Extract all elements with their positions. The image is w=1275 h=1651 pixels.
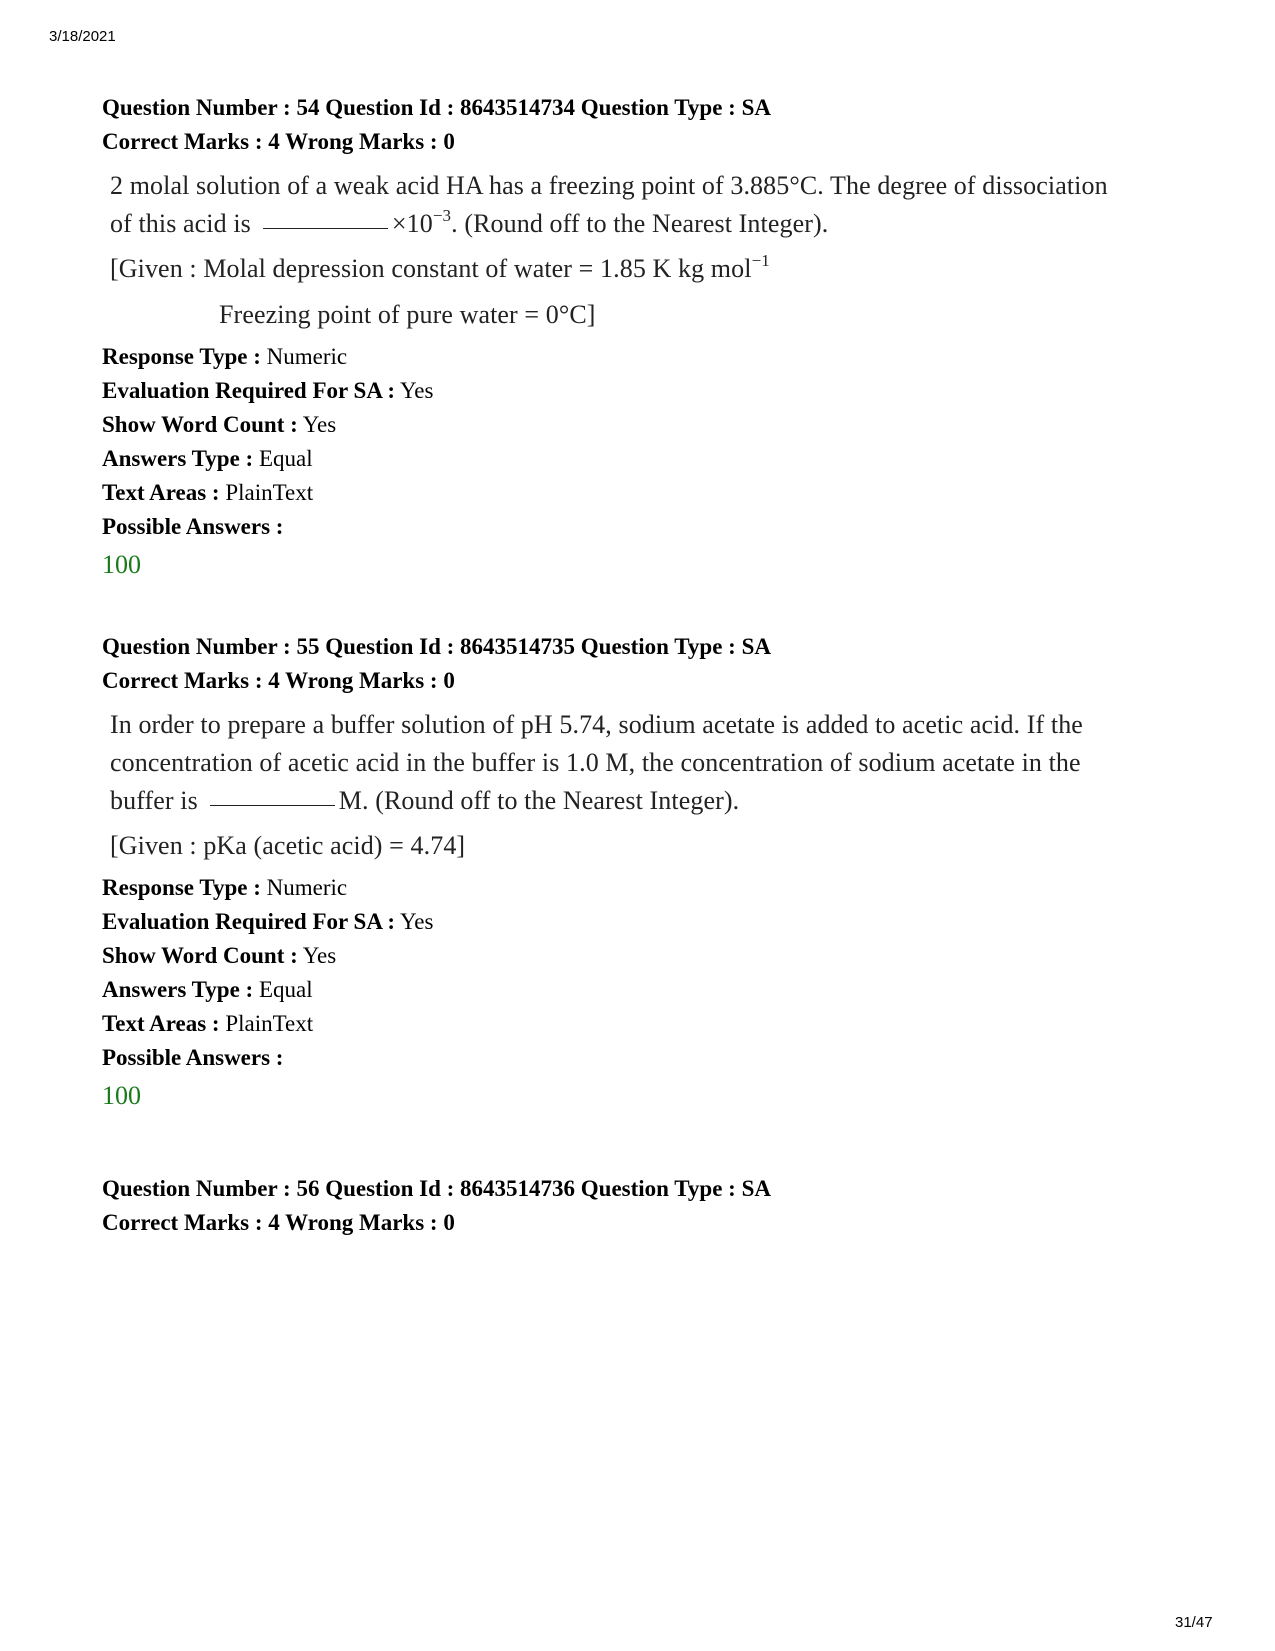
page-number: 31/47 xyxy=(1175,1614,1213,1631)
property-row xyxy=(102,408,1202,442)
property-label: Evaluation Required For SA : xyxy=(102,378,396,403)
stem-line: 2 molal solution of a weak acid HA has a freezing point of 3.885°C. The degree of dissociation xyxy=(110,171,1108,200)
property-value: Numeric xyxy=(266,344,348,369)
property-row xyxy=(102,442,1202,476)
property-row xyxy=(102,1041,1202,1075)
property-label: Possible Answers : xyxy=(102,514,284,539)
property-row xyxy=(102,476,1202,510)
stem-text: buffer is xyxy=(110,786,198,815)
question-marks: Correct Marks : 4 Wrong Marks : 0 xyxy=(102,1210,455,1235)
question-54 xyxy=(102,91,1202,585)
question-55 xyxy=(102,630,1202,1116)
stem-text: ×10 xyxy=(391,209,433,238)
question-properties xyxy=(102,871,1202,1075)
property-label: Possible Answers : xyxy=(102,1045,284,1070)
property-value: Yes xyxy=(400,378,434,403)
possible-answer: 100 xyxy=(102,1081,141,1110)
property-row xyxy=(102,905,1202,939)
stem-text: of this acid is xyxy=(110,209,251,238)
exponent: −1 xyxy=(751,251,770,270)
question-stem xyxy=(110,167,1202,334)
stem-text: M. (Round off to the Nearest Integer). xyxy=(338,786,740,815)
property-label: Show Word Count : xyxy=(102,943,298,968)
property-label: Evaluation Required For SA : xyxy=(102,909,396,934)
property-label: Text Areas : xyxy=(102,1011,220,1036)
property-value: Numeric xyxy=(266,875,348,900)
property-value: PlainText xyxy=(225,1011,314,1036)
property-row xyxy=(102,871,1202,905)
given-line: [Given : pKa (acetic acid) = 4.74] xyxy=(110,831,466,860)
property-row xyxy=(102,510,1202,544)
print-date: 3/18/2021 xyxy=(49,28,116,45)
question-header: Question Number : 54 Question Id : 8643514734 Question Type : SA xyxy=(102,95,771,120)
question-stem xyxy=(110,706,1202,865)
property-value: Yes xyxy=(302,943,337,968)
question-56 xyxy=(102,1172,1202,1240)
given-text: [Given : Molal depression constant of water = 1.85 K kg mol xyxy=(110,254,752,283)
property-label: Text Areas : xyxy=(102,480,220,505)
question-marks: Correct Marks : 4 Wrong Marks : 0 xyxy=(102,129,455,154)
property-value: Yes xyxy=(302,412,337,437)
question-header: Question Number : 55 Question Id : 8643514735 Question Type : SA xyxy=(102,634,771,659)
property-row xyxy=(102,340,1202,374)
stem-text: . (Round off to the Nearest Integer). xyxy=(451,209,829,238)
stem-line xyxy=(110,205,1202,243)
property-row xyxy=(102,1007,1202,1041)
answer-blank xyxy=(263,227,388,229)
exponent: −3 xyxy=(432,206,452,225)
property-label: Response Type : xyxy=(102,875,261,900)
possible-answer: 100 xyxy=(102,550,141,579)
stem-line: In order to prepare a buffer solution of pH 5.74, sodium acetate is added to acetic acid. If the xyxy=(110,710,1083,739)
question-properties xyxy=(102,340,1202,544)
property-label: Show Word Count : xyxy=(102,412,298,437)
property-label: Answers Type : xyxy=(102,446,254,471)
given-line xyxy=(110,250,1202,288)
property-row xyxy=(102,973,1202,1007)
property-value: Equal xyxy=(258,977,313,1002)
property-value: Equal xyxy=(258,446,313,471)
property-label: Answers Type : xyxy=(102,977,254,1002)
answer-blank xyxy=(210,804,335,806)
property-value: Yes xyxy=(400,909,434,934)
question-marks: Correct Marks : 4 Wrong Marks : 0 xyxy=(102,668,455,693)
stem-line xyxy=(110,782,1202,820)
given-line: Freezing point of pure water = 0°C] xyxy=(219,300,596,329)
stem-line: concentration of acetic acid in the buffer is 1.0 M, the concentration of sodium acetate in the xyxy=(110,748,1081,777)
property-label: Response Type : xyxy=(102,344,261,369)
question-header: Question Number : 56 Question Id : 8643514736 Question Type : SA xyxy=(102,1176,771,1201)
property-row xyxy=(102,374,1202,408)
property-value: PlainText xyxy=(225,480,314,505)
property-row xyxy=(102,939,1202,973)
